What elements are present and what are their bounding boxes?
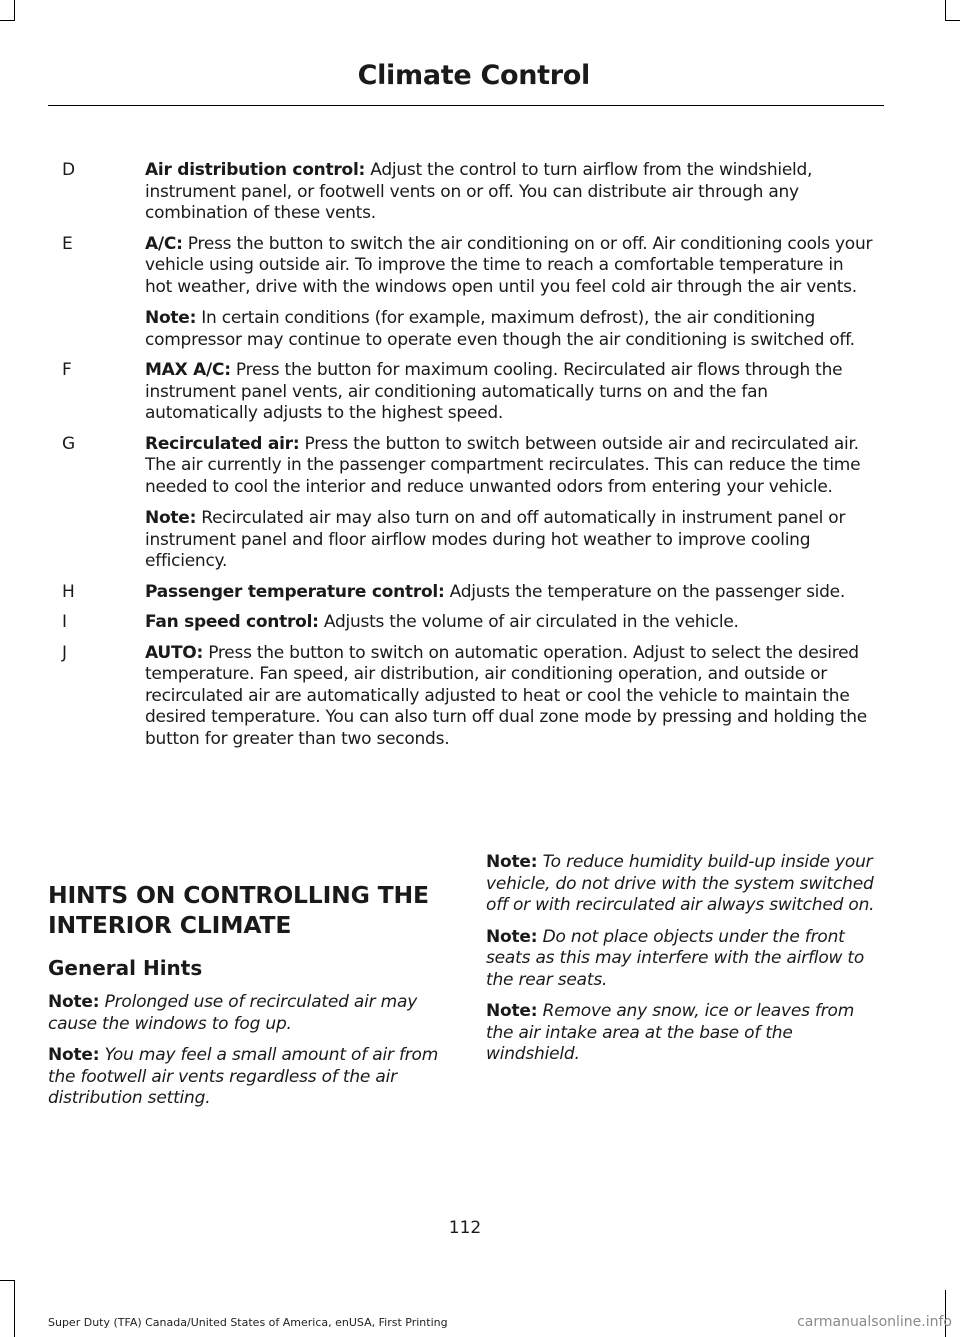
watermark: carmanualsonline.info	[797, 1314, 952, 1330]
item-label: Fan speed control:	[145, 612, 319, 632]
item-text: Adjusts the temperature on the passenger side.	[444, 581, 846, 602]
list-item	[60, 643, 875, 751]
crop-mark	[945, 0, 946, 20]
item-text: Press the button to switch the air conditioning on or off. Air conditioning cools your vehicle using outside air. To improve the time to reach a comfortable temperature in hot weather, drive with the windows open until you feel cold air through the air vents.	[145, 233, 873, 297]
hint-note: Note: Remove any snow, ice or leaves from the air intake area at the base of the windshield.	[486, 1001, 855, 1064]
item-key: F	[62, 360, 72, 380]
note-text: Recirculated air may also turn on and off automatically in instrument panel or instrument panel and floor airflow modes during hot weather to improve cooling efficiency.	[145, 508, 846, 571]
item-key: D	[62, 160, 76, 180]
item-text: Press the button for maximum cooling. Recirculated air flows through the instrument panel vents, air conditioning automatically turns on and the fan automatically adjusts to the highest speed.	[145, 360, 843, 423]
crop-mark	[0, 20, 15, 21]
list-item	[60, 582, 875, 604]
section-heading: HINTS ON CONTROLLING THE INTERIOR CLIMATE	[48, 881, 429, 939]
list-item	[60, 234, 875, 352]
hint-note: Note: Prolonged use of recirculated air may cause the windows to fog up.	[48, 992, 418, 1034]
header-rule	[48, 105, 884, 106]
item-text: Press the button to switch between outside air and recirculated air. The air currently in the passenger compartment recirculates. This can reduce the time needed to cool the interior and reduce unwanted odors from entering your vehicle.	[145, 433, 861, 497]
item-key: G	[62, 433, 76, 454]
section-subheading: General Hints	[48, 956, 203, 980]
item-key: I	[62, 612, 68, 632]
page-title: Climate Control	[357, 60, 590, 91]
footer-text: Super Duty (TFA) Canada/United States of America, enUSA, First Printing	[48, 1316, 448, 1329]
item-text: Press the button to switch on automatic operation. Adjust to select the desired temperature. Fan speed, air distribution, air conditioning operation, and outside or recirculated air are automatically adjusted to heat or cool the vehicle to maintain the desired temperature. You can also turn off dual zone mode by pressing and holding the button for greater than two seconds.	[145, 642, 867, 749]
list-item	[60, 434, 875, 573]
crop-mark	[14, 1280, 15, 1337]
item-label: A/C:	[145, 233, 183, 254]
item-label: Passenger temperature control:	[145, 581, 445, 602]
page-number: 112	[448, 1218, 482, 1238]
item-key: E	[62, 233, 73, 254]
list-item	[60, 360, 875, 425]
crop-mark	[14, 0, 15, 20]
right-column	[486, 852, 881, 1076]
item-label: MAX A/C:	[145, 360, 231, 380]
crop-mark	[0, 1280, 15, 1281]
list-item	[60, 612, 875, 634]
hint-note: Note: You may feel a small amount of air from the footwell air vents regardless of the air distribution setting.	[48, 1045, 439, 1108]
hint-note: Note: Do not place objects under the front seats as this may interfere with the airflow to the rear seats.	[486, 926, 865, 990]
item-key: J	[62, 642, 68, 663]
note-label: Note:	[145, 508, 197, 528]
left-column	[48, 852, 443, 1120]
note-text: In certain conditions (for example, maximum defrost), the air conditioning compressor may continue to operate even though the air conditioning is switched off.	[145, 308, 855, 350]
item-text: Adjust the control to turn airflow from the windshield, instrument panel, or footwell vents on or off. You can distribute air through any combination of these vents.	[145, 160, 813, 223]
note-label: Note:	[145, 308, 197, 328]
crop-mark	[945, 20, 960, 21]
item-label: AUTO:	[145, 642, 204, 663]
control-list	[60, 160, 875, 759]
hint-note: Note: To reduce humidity build-up inside your vehicle, do not drive with the system switched off or with recirculated air always switched on.	[486, 852, 875, 915]
item-label: Recirculated air:	[145, 433, 300, 454]
item-key: H	[62, 581, 75, 602]
list-item	[60, 160, 875, 225]
item-label: Air distribution control:	[145, 160, 366, 180]
item-text: Adjusts the volume of air circulated in the vehicle.	[318, 612, 739, 632]
